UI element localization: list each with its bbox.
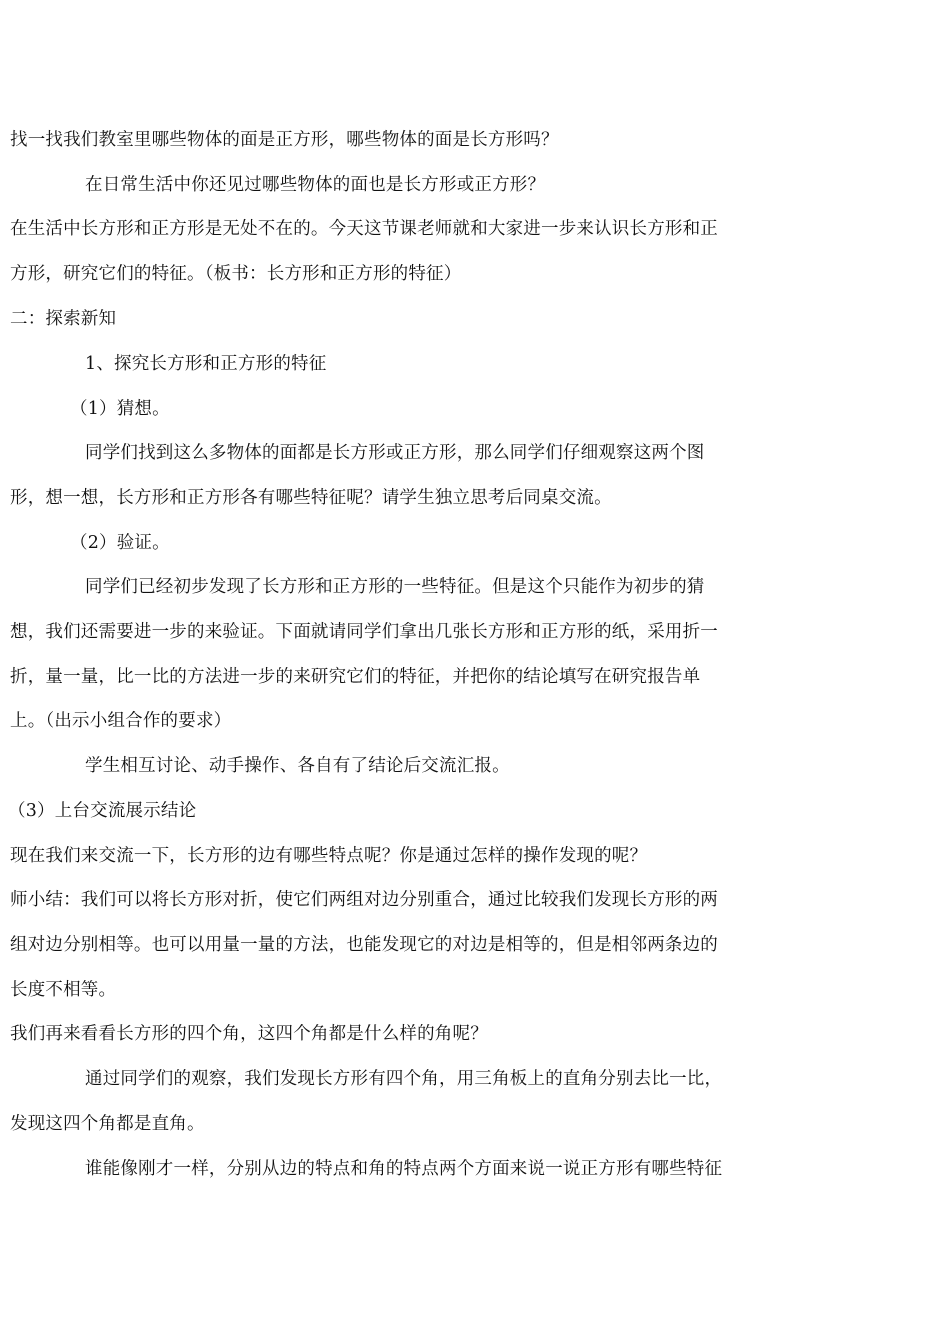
paragraph-line: 想，我们还需要进一步的来验证。下面就请同学们拿出几张长方形和正方形的纸，采用折一 (10, 622, 718, 642)
paragraph-line: 长度不相等。 (10, 980, 117, 1000)
section-heading: 二：探索新知 (10, 309, 117, 329)
paragraph-line: 发现这四个角都是直角。 (10, 1114, 205, 1134)
step-heading: （1）猜想。 (70, 399, 170, 419)
paragraph-line: 我们再来看看长方形的四个角，这四个角都是什么样的角呢？ (10, 1024, 488, 1044)
paragraph-line: 折，量一量，比一比的方法进一步的来研究它们的特征，并把你的结论填写在研究报告单 (10, 667, 701, 687)
paragraph-line: 组对边分别相等。也可以用量一量的方法，也能发现它的对边是相等的，但是相邻两条边的 (10, 935, 718, 955)
paragraph-line: 在生活中长方形和正方形是无处不在的。今天这节课老师就和大家进一步来认识长方形和正 (10, 219, 718, 239)
step-heading: （2）验证。 (70, 533, 170, 553)
paragraph-line: 同学们已经初步发现了长方形和正方形的一些特征。但是这个只能作为初步的猜 (85, 577, 705, 597)
paragraph-line: 在日常生活中你还见过哪些物体的面也是长方形或正方形？ (85, 175, 546, 195)
paragraph-line: 通过同学们的观察，我们发现长方形有四个角，用三角板上的直角分别去比一比， (85, 1069, 723, 1089)
paragraph-line: 上。（出示小组合作的要求） (10, 711, 232, 731)
step-heading: （3）上台交流展示结论 (8, 801, 197, 821)
paragraph-line: 找一找我们教室里哪些物体的面是正方形，哪些物体的面是长方形吗？ (10, 130, 559, 150)
paragraph-line: 方形，研究它们的特征。（板书：长方形和正方形的特征） (10, 264, 462, 284)
paragraph-line: 形，想一想，长方形和正方形各有哪些特征呢？请学生独立思考后同桌交流。 (10, 488, 612, 508)
paragraph-line: 学生相互讨论、动手操作、各自有了结论后交流汇报。 (85, 756, 510, 776)
paragraph-line: 现在我们来交流一下，长方形的边有哪些特点呢？你是通过怎样的操作发现的呢？ (10, 846, 648, 866)
subsection-heading: 1、探究长方形和正方形的特征 (85, 354, 327, 374)
paragraph-line: 谁能像刚才一样，分别从边的特点和角的特点两个方面来说一说正方形有哪些特征 (85, 1159, 723, 1179)
paragraph-line: 师小结：我们可以将长方形对折，使它们两组对边分别重合，通过比较我们发现长方形的两 (10, 890, 718, 910)
paragraph-line: 同学们找到这么多物体的面都是长方形或正方形，那么同学们仔细观察这两个图 (85, 443, 705, 463)
